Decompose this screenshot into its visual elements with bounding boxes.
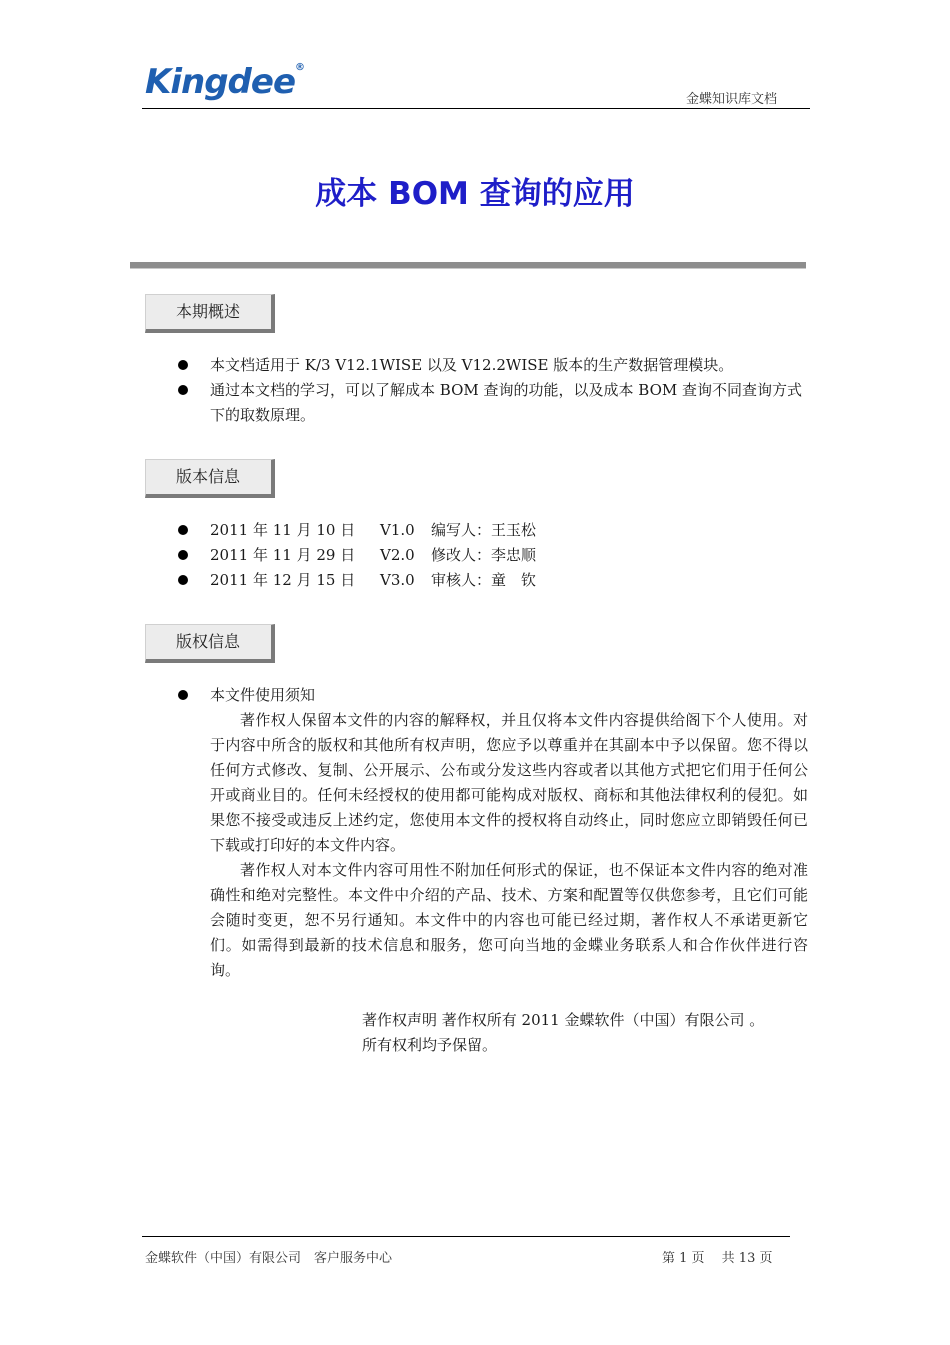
header-rule xyxy=(142,108,810,109)
overview-list xyxy=(178,353,808,428)
bullet-icon xyxy=(178,525,188,535)
footer-company: 金蝶软件（中国）有限公司 客户服务中心 xyxy=(145,1251,393,1266)
header-tag: 金蝶知识库文档 xyxy=(686,92,778,107)
copyright-list xyxy=(178,683,808,983)
bullet-icon xyxy=(178,575,188,585)
version-row: 2011 年 11 月 10 日 V1.0 编写人：王玉松 xyxy=(178,518,808,543)
version-list xyxy=(178,518,808,593)
version-row: 2011 年 11 月 29 日 V2.0 修改人：李忠顺 xyxy=(178,543,808,568)
copyright-statement: 著作权声明 著作权所有 2011 金蝶软件（中国）有限公司 。 所有权利均予保留。 xyxy=(362,1011,765,1054)
section-heading-overview: 本期概述 xyxy=(145,294,275,333)
bullet-icon xyxy=(178,550,188,560)
bullet-icon xyxy=(178,385,188,395)
bullet-icon xyxy=(178,360,188,370)
list-item: 通过本文档的学习，可以了解成本 BOM 查询的功能，以及成本 BOM 查询不同查询方式下的取数原理。 xyxy=(178,378,808,428)
version-row: 2011 年 12 月 15 日 V3.0 审核人：童 钦 xyxy=(178,568,808,593)
copyright-paragraph: 著作权人对本文件内容可用性不附加任何形式的保证，也不保证本文件内容的绝对准确性和绝对完整性。本文件中介绍的产品、技术、方案和配置等仅供您参考，且它们可能会随时变更，恕不另行通知。本文件中的内容也可能已经过期，著作权人不承诺更新它们。如需得到最新的技术信息和服务，您可向当地的金蝶业务联系人和合作伙伴进行咨询。 xyxy=(210,861,808,979)
copyright-notice-heading: 本文件使用须知 xyxy=(210,686,316,704)
bullet-icon xyxy=(178,690,188,700)
footer-rule xyxy=(142,1236,790,1237)
section-heading-copyright: 版权信息 xyxy=(145,624,275,663)
kingdee-logo: Kingdee® xyxy=(145,62,305,102)
document-title: 成本 BOM 查询的应用 xyxy=(315,176,635,212)
copyright-paragraph: 著作权人保留本文件的内容的解释权，并且仅将本文件内容提供给阁下个人使用。对于内容中所含的版权和其他所有权声明，您应予以尊重并在其副本中予以保留。您不得以任何方式修改、复制、公开展示、公布或分发这些内容或者以其他方式把它们用于任何公开或商业目的。任何未经授权的使用都可能构成对版权、商标和其他法律权利的侵犯。如果您不接受或违反上述约定，您使用本文件的授权将自动终止，同时您应立即销毁任何已下载或打印好的本文件内容。 xyxy=(210,711,808,854)
list-item xyxy=(178,683,808,983)
list-item: 本文档适用于 K/3 V12.1WISE 以及 V12.2WISE 版本的生产数据管理模块。 xyxy=(178,353,808,378)
page-number: 第 1 页 共 13 页 xyxy=(662,1251,773,1266)
title-rule xyxy=(130,262,806,269)
section-heading-version: 版本信息 xyxy=(145,459,275,498)
